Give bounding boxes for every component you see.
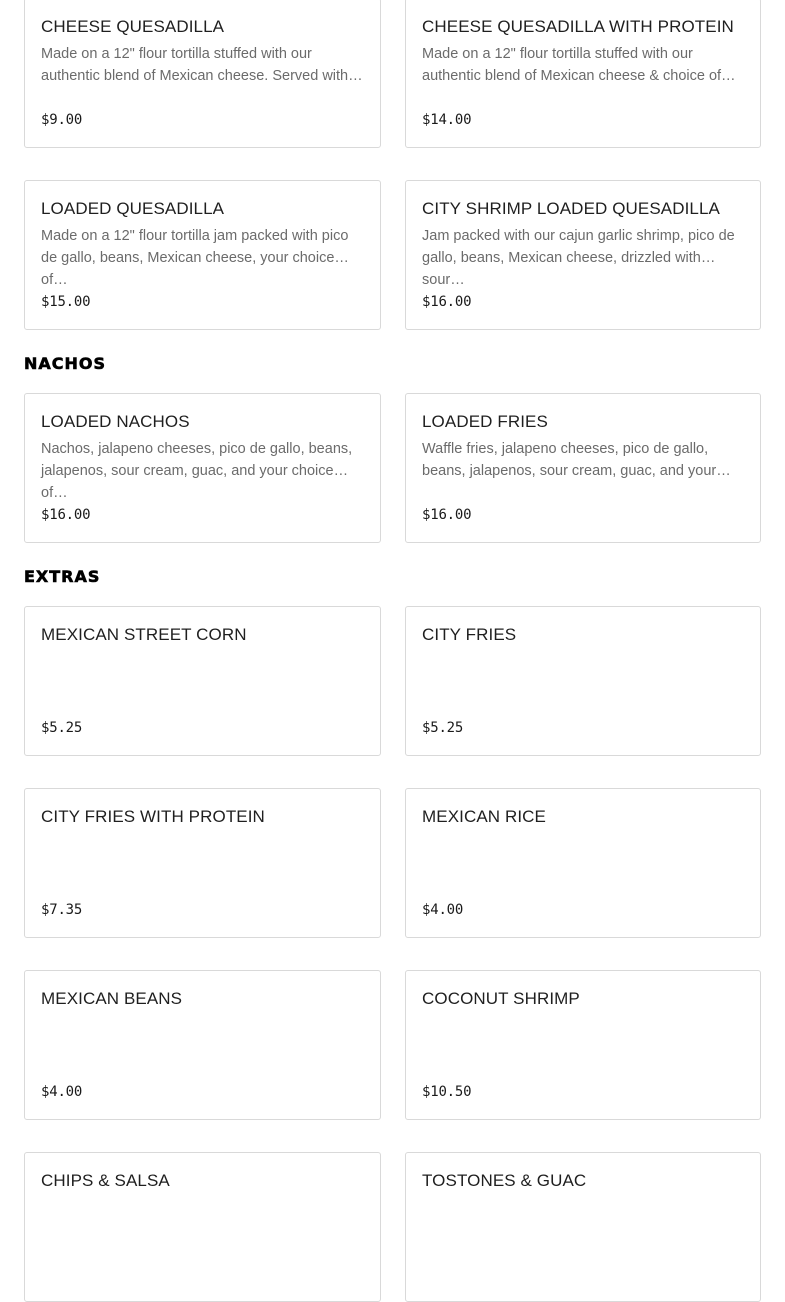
menu-items-grid <box>24 606 761 1302</box>
menu-item-name: MEXICAN BEANS <box>41 989 183 1008</box>
menu-item-card[interactable] <box>24 393 381 543</box>
menu-item-name: CHIPS & SALSA <box>41 1171 170 1190</box>
menu-section-extras <box>24 567 761 1302</box>
menu-item-description: Made on a 12" flour tortilla jam packed with pico de gallo, beans, Mexican cheese, your choice of… <box>41 228 349 288</box>
menu-item-name: CITY SHRIMP LOADED QUESADILLA <box>422 199 720 218</box>
menu-item-card[interactable] <box>24 788 381 938</box>
section-heading: EXTRAS <box>24 567 101 586</box>
menu-section-nachos <box>24 354 761 543</box>
menu-item-price: $4.00 <box>422 902 464 918</box>
menu-item-description: Made on a 12" flour tortilla stuffed with our authentic blend of Mexican cheese & choice of… <box>422 46 736 84</box>
menu-section-quesadillas <box>24 0 761 330</box>
menu-item-name: LOADED NACHOS <box>41 412 190 431</box>
menu-item-description: Jam packed with our cajun garlic shrimp, pico de gallo, beans, Mexican cheese, drizzled with sour… <box>422 228 735 288</box>
menu-page <box>24 0 761 1302</box>
menu-item-price: $16.00 <box>422 507 472 523</box>
menu-item-name: CITY FRIES <box>422 625 517 644</box>
menu-item-price: $15.00 <box>41 294 91 310</box>
menu-item-card[interactable] <box>405 180 761 330</box>
menu-item-card[interactable] <box>405 0 761 148</box>
menu-item-description: Nachos, jalapeno cheeses, pico de gallo, beans, jalapenos, sour cream, guac, and your choice of… <box>41 441 353 501</box>
menu-item-price: $7.35 <box>41 902 83 918</box>
menu-item-name: CITY FRIES WITH PROTEIN <box>41 807 265 826</box>
menu-item-card[interactable] <box>405 393 761 543</box>
menu-item-name: COCONUT SHRIMP <box>422 989 580 1008</box>
menu-item-name: CHEESE QUESADILLA <box>41 17 225 36</box>
menu-item-card[interactable] <box>24 970 381 1120</box>
menu-item-description: Waffle fries, jalapeno cheeses, pico de gallo, beans, jalapenos, sour cream, guac, and your… <box>422 441 731 479</box>
section-heading: NACHOS <box>24 354 107 373</box>
menu-item-card[interactable] <box>24 180 381 330</box>
menu-item-price: $4.00 <box>41 1084 83 1100</box>
menu-item-price: $9.00 <box>41 112 83 128</box>
menu-item-name: CHEESE QUESADILLA WITH PROTEIN <box>422 17 734 36</box>
menu-item-price: $5.25 <box>41 720 83 736</box>
menu-item-name: MEXICAN RICE <box>422 807 546 826</box>
menu-item-name: LOADED FRIES <box>422 412 548 431</box>
menu-item-price: $10.50 <box>422 1084 472 1100</box>
menu-item-name: LOADED QUESADILLA <box>41 199 225 218</box>
menu-item-description: Made on a 12" flour tortilla stuffed with our authentic blend of Mexican cheese. Served with… <box>41 46 363 84</box>
menu-item-card[interactable] <box>24 0 381 148</box>
menu-item-price: $16.00 <box>41 507 91 523</box>
menu-item-price: $5.25 <box>422 720 464 736</box>
menu-item-price: $16.00 <box>422 294 472 310</box>
menu-item-card[interactable] <box>405 606 761 756</box>
menu-items-grid <box>24 0 761 330</box>
menu-item-card[interactable] <box>24 1152 381 1302</box>
menu-item-card[interactable] <box>24 606 381 756</box>
menu-item-card[interactable] <box>405 970 761 1120</box>
menu-item-name: MEXICAN STREET CORN <box>41 625 247 644</box>
menu-item-card[interactable] <box>405 1152 761 1302</box>
menu-item-name: TOSTONES & GUAC <box>422 1171 587 1190</box>
menu-item-card[interactable] <box>405 788 761 938</box>
menu-items-grid <box>24 393 761 543</box>
menu-item-price: $14.00 <box>422 112 472 128</box>
